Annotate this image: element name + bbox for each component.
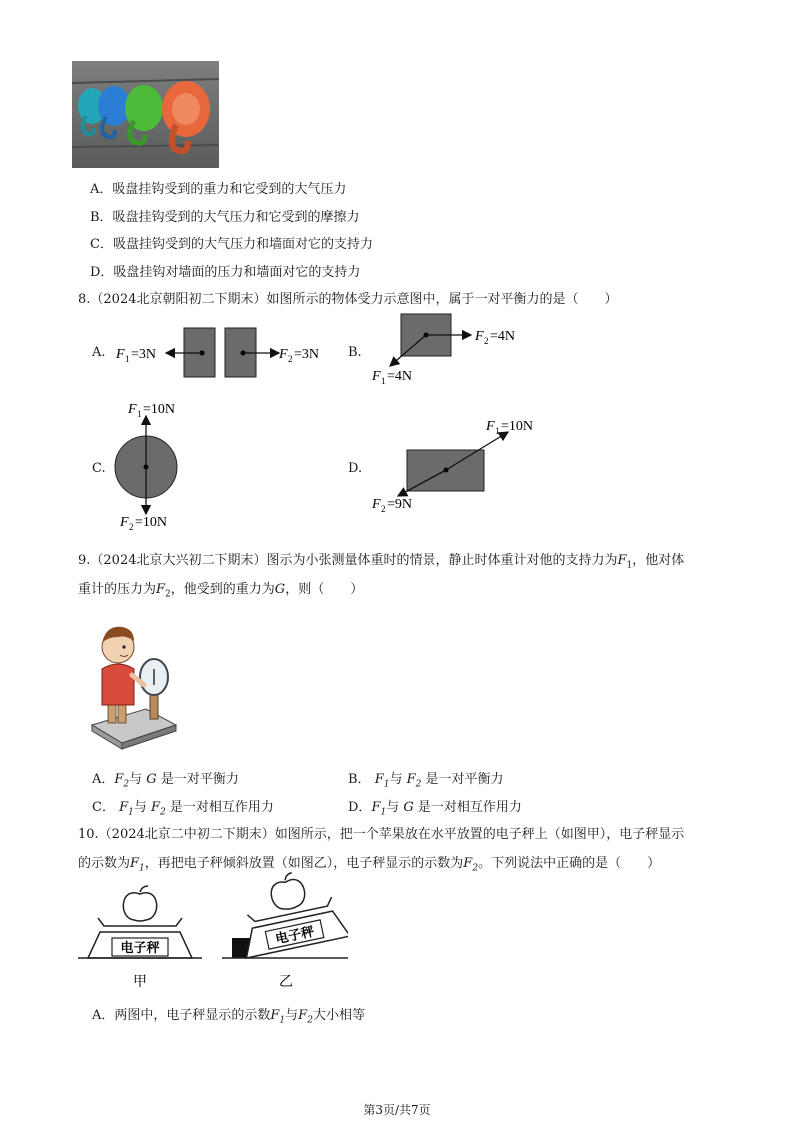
q8-figure-d xyxy=(368,414,553,518)
q10-option-a-var2: $F_2$ xyxy=(298,1008,313,1026)
q8a-f1-value: =3N xyxy=(131,347,157,362)
q10-jia-caption: 甲 xyxy=(133,975,147,990)
q8d-f2-symbol: F xyxy=(372,497,381,512)
q10-var-f1: $F_1$ xyxy=(130,856,145,874)
q8d-f1-value: =10N xyxy=(501,419,534,434)
q10-figure-jia xyxy=(78,884,202,990)
q8c-f2-symbol: F xyxy=(120,515,129,530)
q8-figure-a xyxy=(112,322,334,382)
person-on-scale-illustration xyxy=(88,613,178,753)
q9-stem-text-1: 9.（2024北京大兴初二下期末）图示为小张测量体重时的情景，静止时体重计对他的支持力为 xyxy=(78,553,618,568)
q9-option-c-prefix: C． xyxy=(92,800,115,815)
q10-yi-scale-label: 电子秤 xyxy=(274,923,316,947)
q9-stem-line-2 xyxy=(78,578,363,600)
q8a-f1-sub: 1 xyxy=(125,354,130,364)
q10-stem-text-2b: ，再把电子秤倾斜放置（如图乙），电子秤显示的示数为 xyxy=(144,856,464,871)
q10-option-a-var1: $F_1$ xyxy=(270,1008,286,1026)
q8-label-a[interactable]: A. xyxy=(92,345,106,360)
q9-option-b[interactable] xyxy=(348,768,504,790)
q9-option-a-var2: G xyxy=(142,772,161,787)
q9-option-b-text: 是一对平衡力 xyxy=(425,772,504,787)
q9-option-a-var1: $F_2$ xyxy=(114,772,130,790)
q9-stem-line-1 xyxy=(78,549,684,571)
q8-label-b[interactable]: B. xyxy=(348,345,362,360)
q9-stem-text-2c: ，则（ ） xyxy=(285,582,364,597)
q9-stem-text-2b: ，他受到的重力为 xyxy=(170,582,275,597)
q8d-f2-sub: 2 xyxy=(381,504,386,514)
q9-option-d-mid: 与 xyxy=(386,800,400,815)
q8-stem: 8.（2024北京朝阳初二下期末）如图所示的物体受力示意图中，属于一对平衡力的是（ ） xyxy=(78,292,618,307)
q8-figure-b xyxy=(368,310,543,392)
q8-label-d[interactable]: D. xyxy=(348,461,363,476)
q9-option-c-text: 是一对相互作用力 xyxy=(169,800,274,815)
suction-hooks-photo xyxy=(72,61,219,168)
q9-option-b-var1: $F_1$ xyxy=(374,772,390,790)
q10-stem-text-2c: 。下列说法中正确的是（ ） xyxy=(478,856,661,871)
q8c-f1-symbol: F xyxy=(128,402,137,417)
q9-option-c-var2: $F_2$ xyxy=(146,800,166,818)
q7-option-d[interactable]: D．吸盘挂钩对墙面的压力和墙面对它的支持力 xyxy=(90,265,361,280)
q8b-f2-sub: 2 xyxy=(484,336,489,346)
q9-stem-text-2a: 重计的压力为 xyxy=(78,582,157,597)
q9-option-d[interactable] xyxy=(348,796,522,818)
q9-option-a-mid: 与 xyxy=(129,772,143,787)
q9-option-b-mid: 与 xyxy=(389,772,403,787)
q9-option-b-var2: $F_2$ xyxy=(402,772,422,790)
q10-option-a-text: 大小相等 xyxy=(312,1008,365,1023)
q9-option-c-mid: 与 xyxy=(133,800,147,815)
q9-var-f1: F xyxy=(617,553,627,568)
q8b-f2-symbol: F xyxy=(475,329,484,344)
q9-stem-tail-1: ，他对体 xyxy=(632,553,685,568)
q9-option-d-var2: G xyxy=(399,800,418,815)
q8a-f2-value: =3N xyxy=(294,347,320,362)
q10-stem-line-2 xyxy=(78,852,660,874)
q8b-f1-symbol: F xyxy=(372,369,381,384)
q10-var-f2: $F_2$ xyxy=(463,856,479,874)
q8b-f1-sub: 1 xyxy=(381,376,386,386)
q9-sub-2: 2 xyxy=(165,589,171,600)
q8c-f1-value: =10N xyxy=(143,402,176,417)
q10-stem-line-1: 10.（2024北京二中初二下期末）如图所示，把一个苹果放在水平放置的电子秤上（如图甲），电子秤显示 xyxy=(78,827,685,842)
q8b-f2-value: =4N xyxy=(490,329,516,344)
q10-figure-yi xyxy=(222,872,348,990)
q9-option-d-var1: $F_1$ xyxy=(371,800,387,818)
q8a-f2-symbol: F xyxy=(279,347,288,362)
q8c-f1-sub: 1 xyxy=(137,409,142,419)
q9-option-b-prefix: B． xyxy=(348,772,371,787)
q8-figure-c xyxy=(112,398,212,534)
q8a-f1-symbol: F xyxy=(116,347,125,362)
q7-option-b[interactable]: B．吸盘挂钩受到的大气压力和它受到的摩擦力 xyxy=(90,210,360,225)
q9-option-a-text: 是一对平衡力 xyxy=(160,772,239,787)
q9-var-g: G xyxy=(274,582,286,597)
q9-sub-1: 1 xyxy=(626,560,633,571)
q10-option-a[interactable] xyxy=(92,1004,365,1026)
q10-jia-scale-label: 电子秤 xyxy=(120,940,160,955)
q9-option-d-prefix: D． xyxy=(348,800,372,815)
q10-stem-text-2a: 的示数为 xyxy=(78,856,131,871)
q9-option-d-text: 是一对相互作用力 xyxy=(417,800,522,815)
q9-option-c-var1: $F_1$ xyxy=(119,800,134,818)
page-number-footer: 第3页/共7页 xyxy=(363,1103,431,1117)
q8b-f1-value: =4N xyxy=(387,369,413,384)
q9-var-f2: F xyxy=(156,582,166,597)
q7-option-c[interactable]: C．吸盘挂钩受到的大气压力和墙面对它的支持力 xyxy=(90,237,373,252)
q8c-f2-sub: 2 xyxy=(129,522,134,532)
q8-label-c[interactable]: C. xyxy=(92,461,106,476)
q8c-f2-value: =10N xyxy=(135,515,168,530)
q9-option-a[interactable] xyxy=(92,768,239,790)
q10-yi-caption: 乙 xyxy=(279,975,293,990)
q8d-f1-sub: 1 xyxy=(495,426,500,436)
q9-option-a-prefix: A． xyxy=(92,772,115,787)
q10-option-a-mid: 与 xyxy=(285,1008,299,1023)
q7-option-a[interactable]: A．吸盘挂钩受到的重力和它受到的大气压力 xyxy=(90,182,347,197)
q8d-f2-value: =9N xyxy=(387,497,413,512)
q9-option-c[interactable] xyxy=(92,796,274,818)
q8d-f1-symbol: F xyxy=(486,419,495,434)
q10-option-a-prefix: A．两图中，电子秤显示的示数 xyxy=(92,1008,271,1023)
q8a-f2-sub: 2 xyxy=(288,354,293,364)
